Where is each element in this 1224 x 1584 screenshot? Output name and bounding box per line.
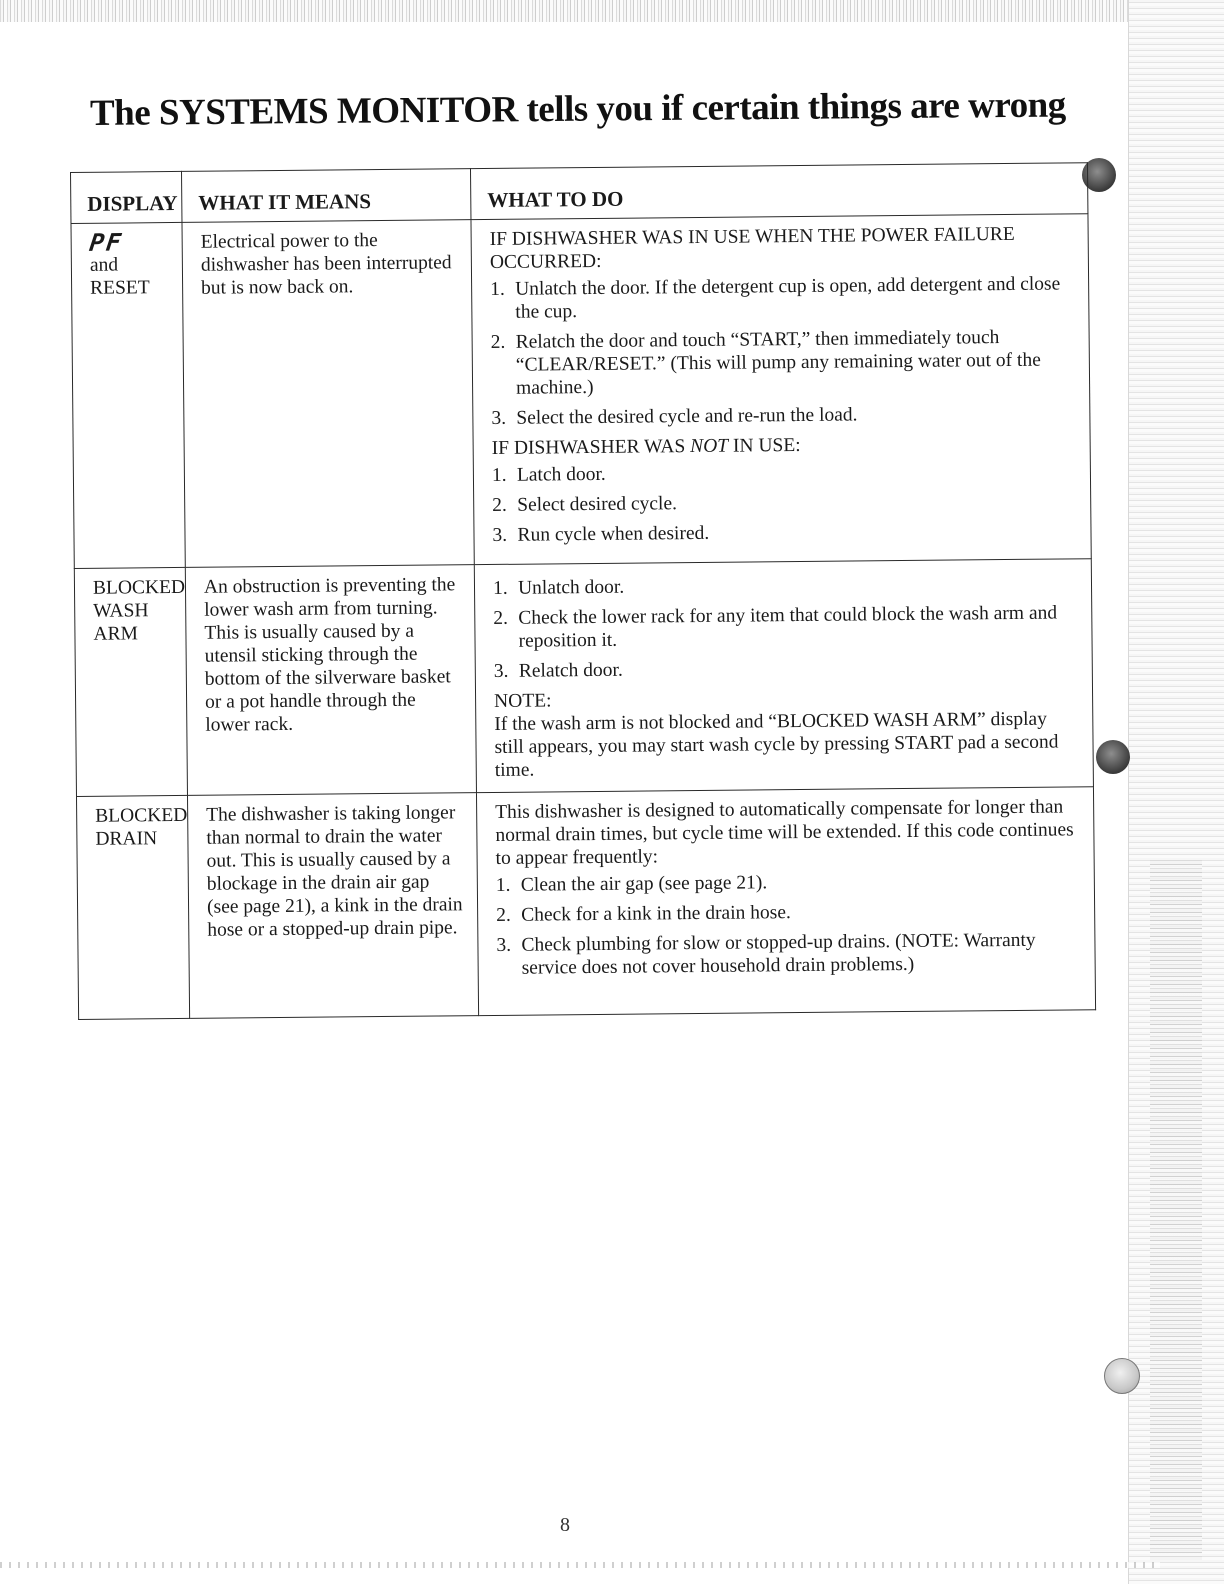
step-number: 1. — [490, 278, 505, 300]
todo-steps — [493, 571, 1078, 683]
step-number: 2. — [490, 331, 506, 353]
step-text: Clean the air gap (see page 21). — [520, 872, 768, 896]
list-item — [493, 571, 1077, 600]
display-text: and — [89, 254, 119, 276]
header-display: DISPLAY — [71, 171, 182, 223]
step-number: 3. — [493, 660, 509, 682]
page-number: 8 — [560, 1514, 570, 1536]
list-item — [496, 898, 1080, 927]
step-text: Select the desired cycle and re-run the load. — [516, 404, 858, 429]
page-title: The SYSTEMS MONITOR tells you if certain things are wrong — [89, 84, 1066, 134]
todo-cell — [471, 214, 1091, 565]
list-item — [491, 401, 1075, 430]
step-text: Check for a kink in the drain hose. — [521, 902, 791, 926]
systems-monitor-table — [70, 162, 1096, 1020]
scan-noise-top — [0, 0, 1130, 22]
means-cell: An obstruction is preventing the lower wash arm from turning. This is usually caused by a utensil sticking through the bottom of the silverware basket or a pot handle through the lower rack. — [185, 565, 476, 796]
table-row — [74, 559, 1093, 797]
todo-heading: IF DISHWASHER WAS IN USE WHEN THE POWER FAILURE OCCURRED: — [489, 223, 1015, 273]
display-text: BLOCKED — [92, 576, 186, 599]
pf-display-glyph: PF — [87, 228, 125, 257]
step-number: 3. — [496, 934, 512, 956]
list-item — [490, 272, 1074, 324]
step-number: 2. — [492, 494, 507, 516]
step-number: 1. — [492, 577, 508, 599]
means-cell: Electrical power to the dishwasher has been interrupted but is now back on. — [182, 220, 474, 568]
heading-text: IF DISHWASHER WAS — [491, 436, 691, 459]
step-text: Unlatch the door. If the detergent cup is open, add detergent and close the cup. — [515, 273, 1061, 323]
todo-cell — [476, 787, 1095, 1016]
binder-hole — [1104, 1358, 1140, 1394]
step-number: 1. — [495, 874, 511, 896]
header-what-to-do: WHAT TO DO — [470, 163, 1087, 220]
display-text: WASH ARM — [93, 600, 149, 645]
step-number: 2. — [496, 904, 511, 926]
todo-heading — [492, 431, 1076, 460]
means-cell: The dishwasher is taking longer than normal to drain the water out. This is usually caused by a blockage in the drain air gap (see page 21), a kink in the drain hose or a stopped-up drain pipe. — [187, 793, 478, 1019]
list-item — [492, 518, 1076, 547]
display-cell — [74, 567, 187, 796]
list-item — [492, 488, 1076, 517]
todo-cell — [474, 559, 1093, 793]
list-item — [491, 325, 1076, 400]
list-item — [496, 928, 1080, 980]
display-cell — [76, 795, 189, 1019]
display-cell — [71, 222, 185, 568]
display-text: BLOCKED — [95, 804, 188, 827]
todo-steps — [490, 272, 1075, 430]
heading-text: IN USE: — [727, 434, 801, 457]
table-row — [71, 214, 1091, 569]
step-text: Unlatch door. — [517, 576, 625, 599]
step-text: Relatch door. — [518, 659, 623, 682]
todo-steps — [492, 458, 1077, 547]
step-text: Run cycle when desired. — [517, 522, 710, 546]
step-number: 3. — [491, 407, 507, 429]
step-text: Select desired cycle. — [517, 493, 678, 516]
step-text: Check plumbing for slow or stopped-up drains. (NOTE: Warranty service does not cover household drain problems.) — [521, 929, 1036, 979]
scan-noise-bottom — [0, 1562, 1160, 1568]
step-number: 3. — [492, 524, 508, 546]
step-number: 2. — [493, 607, 509, 629]
header-what-it-means: WHAT IT MEANS — [181, 169, 470, 223]
step-number: 1. — [491, 464, 507, 486]
list-item — [496, 868, 1080, 897]
step-text: Relatch the door and touch “START,” then immediately touch “CLEAR/RESET.” (This will pump any remaining water out of the machine.) — [515, 327, 1041, 399]
scan-edge-right — [1150, 860, 1202, 1560]
step-text: Check the lower rack for any item that could block the wash arm and reposition it. — [518, 602, 1058, 652]
binder-hole — [1096, 740, 1130, 774]
heading-emphasis: NOT — [690, 435, 729, 458]
display-text: DRAIN — [95, 828, 158, 850]
note-text: If the wash arm is not blocked and “BLOCKED WASH ARM” display still appears, you may start wash cycle by pressing START pad a second time. — [494, 708, 1059, 781]
list-item — [492, 458, 1076, 487]
todo-intro: This dishwasher is designed to automatically compensate for longer than normal drain times, but cycle time will be extended. If this code continues to appear frequently: — [495, 796, 1074, 869]
list-item — [494, 654, 1078, 683]
step-text: Latch door. — [516, 463, 606, 486]
display-text: RESET — [90, 277, 150, 299]
monitor-table — [70, 162, 1096, 1020]
note-label: NOTE: — [494, 690, 552, 712]
todo-steps — [496, 868, 1081, 980]
table-row — [76, 787, 1095, 1020]
list-item — [493, 601, 1077, 653]
